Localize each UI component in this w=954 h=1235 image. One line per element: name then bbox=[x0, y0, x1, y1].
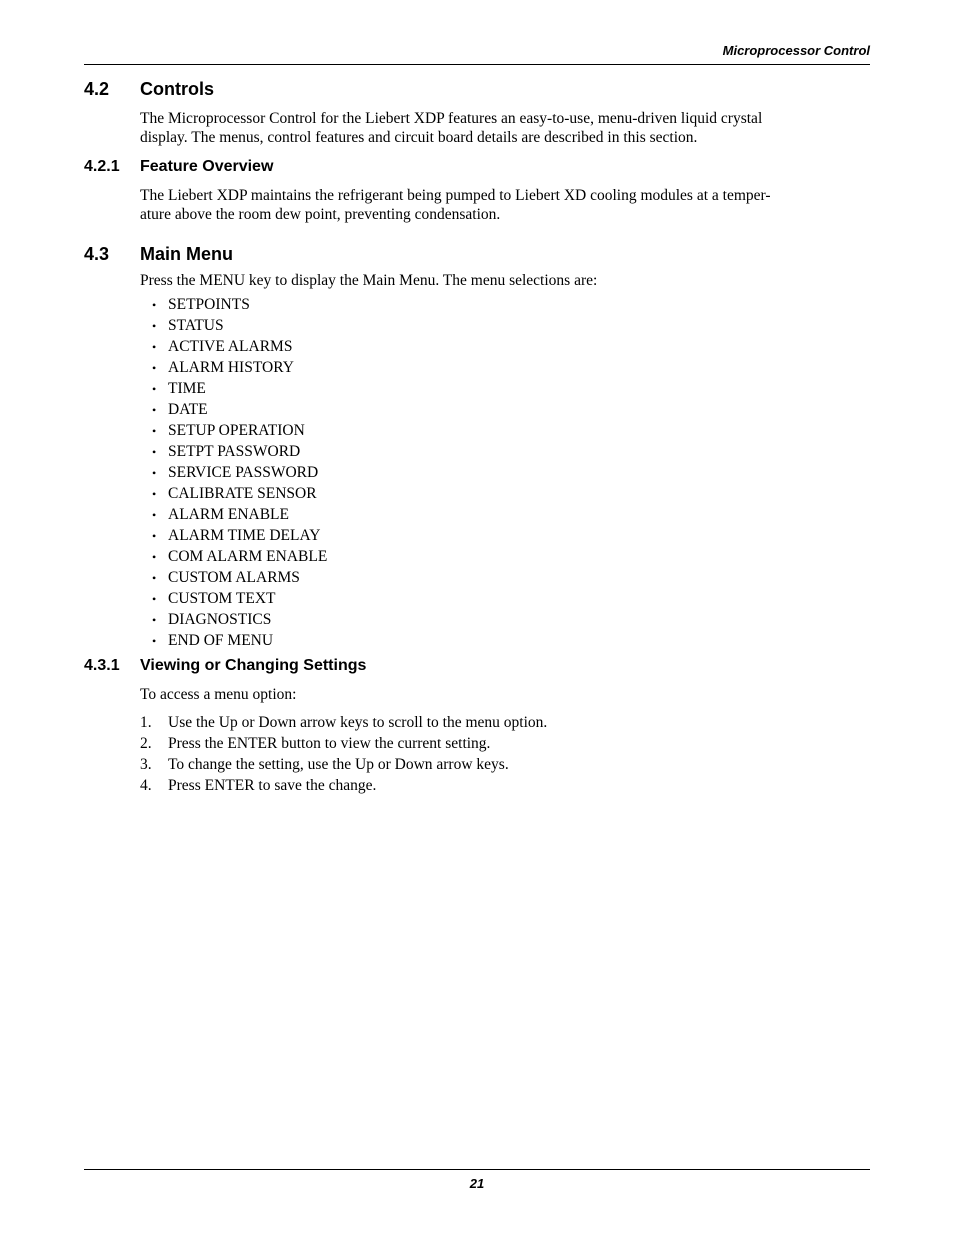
bullet-icon: • bbox=[152, 487, 157, 501]
running-header: Microprocessor Control bbox=[722, 43, 870, 58]
list-item: • CUSTOM TEXT bbox=[152, 588, 327, 609]
header-divider bbox=[84, 64, 870, 65]
list-item: • SETUP OPERATION bbox=[152, 420, 327, 441]
list-item: • DATE bbox=[152, 399, 327, 420]
list-item bbox=[140, 775, 547, 796]
list-item bbox=[140, 712, 547, 733]
list-item: • ACTIVE ALARMS bbox=[152, 336, 327, 357]
section-number: 4.3 bbox=[84, 244, 110, 264]
list-item: • CUSTOM ALARMS bbox=[152, 567, 327, 588]
main-menu-list bbox=[152, 294, 327, 651]
list-item: • ALARM TIME DELAY bbox=[152, 525, 327, 546]
step-text: Use the Up or Down arrow keys to scroll to the menu option. bbox=[168, 714, 548, 731]
list-item: • SERVICE PASSWORD bbox=[152, 462, 327, 483]
bullet-icon: • bbox=[152, 529, 157, 543]
bullet-icon: • bbox=[152, 424, 157, 438]
list-item: • COM ALARM ENABLE bbox=[152, 546, 327, 567]
section-heading-controls bbox=[84, 79, 214, 100]
list-item: • SETPOINTS bbox=[152, 294, 327, 315]
page-number: 21 bbox=[469, 1176, 485, 1191]
section-title: Viewing or Changing Settings bbox=[140, 657, 367, 674]
section-number: 4.2.1 bbox=[84, 158, 120, 175]
paragraph-line: display. The menus, control features and circuit board details are described in this section. bbox=[140, 129, 698, 146]
controls-paragraph bbox=[140, 109, 870, 147]
list-item: • SETPT PASSWORD bbox=[152, 441, 327, 462]
bullet-icon: • bbox=[152, 298, 157, 312]
list-item: • TIME bbox=[152, 378, 327, 399]
list-item: • DIAGNOSTICS bbox=[152, 609, 327, 630]
list-item: • STATUS bbox=[152, 315, 327, 336]
section-heading-main-menu bbox=[84, 244, 233, 265]
step-number: 2. bbox=[140, 735, 152, 752]
section-title: Controls bbox=[140, 79, 214, 99]
section-number: 4.3.1 bbox=[84, 657, 120, 674]
bullet-icon: • bbox=[152, 466, 157, 480]
step-number: 3. bbox=[140, 756, 152, 773]
list-item: • ALARM ENABLE bbox=[152, 504, 327, 525]
bullet-icon: • bbox=[152, 319, 157, 333]
step-text: To change the setting, use the Up or Down arrow keys. bbox=[168, 756, 509, 773]
bullet-icon: • bbox=[152, 613, 157, 627]
list-item: • END OF MENU bbox=[152, 630, 327, 651]
paragraph-line: The Microprocessor Control for the Liebert XDP features an easy-to-use, menu-driven liquid crystal bbox=[140, 110, 763, 127]
bullet-icon: • bbox=[152, 403, 157, 417]
bullet-icon: • bbox=[152, 340, 157, 354]
section-title: Main Menu bbox=[140, 244, 233, 264]
viewing-settings-intro: To access a menu option: bbox=[140, 686, 297, 703]
list-item bbox=[140, 754, 547, 775]
bullet-icon: • bbox=[152, 550, 157, 564]
list-item bbox=[140, 733, 547, 754]
section-heading-viewing-settings bbox=[84, 657, 366, 675]
main-menu-intro: Press the MENU key to display the Main Menu. The menu selections are: bbox=[140, 272, 598, 289]
bullet-icon: • bbox=[152, 592, 157, 606]
bullet-icon: • bbox=[152, 571, 157, 585]
paragraph-line: The Liebert XDP maintains the refrigerant being pumped to Liebert XD cooling modules at a temper- bbox=[140, 187, 771, 204]
bullet-icon: • bbox=[152, 382, 157, 396]
list-item: • CALIBRATE SENSOR bbox=[152, 483, 327, 504]
bullet-icon: • bbox=[152, 634, 157, 648]
section-number: 4.2 bbox=[84, 79, 110, 99]
steps-list bbox=[140, 712, 547, 796]
list-item: • ALARM HISTORY bbox=[152, 357, 327, 378]
bullet-icon: • bbox=[152, 361, 157, 375]
step-number: 4. bbox=[140, 777, 152, 794]
step-number: 1. bbox=[140, 714, 152, 731]
paragraph-line: ature above the room dew point, preventing condensation. bbox=[140, 206, 501, 223]
footer-divider bbox=[84, 1169, 870, 1170]
step-text: Press the ENTER button to view the current setting. bbox=[168, 735, 491, 752]
step-text: Press ENTER to save the change. bbox=[168, 777, 377, 794]
section-title: Feature Overview bbox=[140, 158, 274, 175]
section-heading-feature-overview bbox=[84, 158, 273, 176]
feature-overview-paragraph bbox=[140, 186, 870, 224]
bullet-icon: • bbox=[152, 445, 157, 459]
bullet-icon: • bbox=[152, 508, 157, 522]
